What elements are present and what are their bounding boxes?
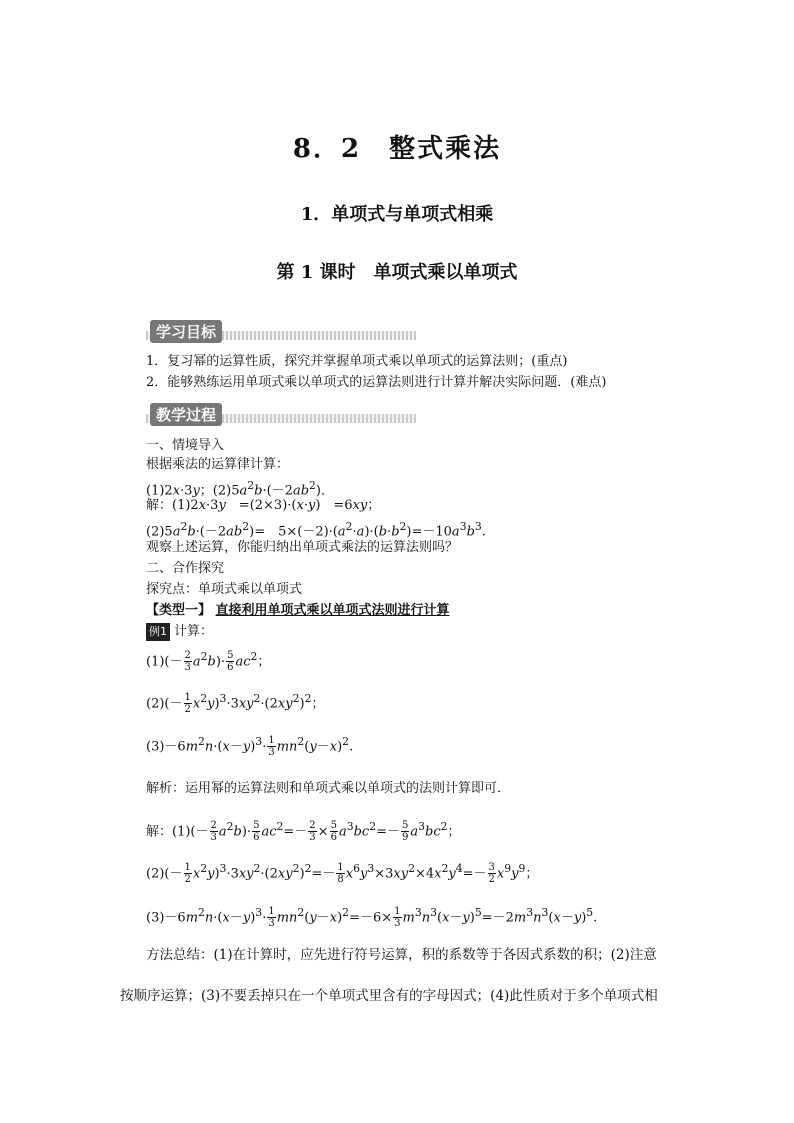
section-header-goals [146, 320, 416, 342]
goal-item: 2．能够熟练运用单项式乘以单项式的运算法则进行计算并解决实际问题．(难点) [146, 375, 607, 390]
page-title: 8．2 整式乘法 [292, 134, 502, 164]
method-summary-line-2: 按顺序运算；(3)不要丢掉只在一个单项式里含有的字母因式；(4)此性质对于多个单项式相 [120, 988, 658, 1004]
explore-point: 探究点：单项式乘以单项式 [146, 582, 303, 597]
example-tag: 例1 [146, 623, 170, 641]
question-text: 观察上述运算，你能归纳出单项式乘法的运算法则吗？ [146, 540, 459, 555]
type-title: 直接利用单项式乘以单项式法则进行计算 [215, 603, 450, 618]
formula-line: (1)2x·3y；$(2)5a^2b\cdot(-2ab^2)$． [146, 479, 334, 499]
intro-text: 根据乘法的运算律计算： [146, 457, 290, 472]
example-line [146, 623, 213, 641]
part-heading: 二、合作探究 [146, 561, 225, 576]
section-label: 学习目标 [150, 320, 222, 343]
problem-1: (1)(－ $\frac{2}{3}$ $a^2b)\cdot$ $\frac{5}{6}$ $ac^2$； [146, 650, 271, 674]
type-label: 【类型一】 [146, 603, 212, 618]
type-line [146, 602, 450, 620]
problem-3: $(3)-6m^2n\cdot(x-y)^3\cdot$ $\frac{1}{3}$ $mn^2(y-x)^2$. [146, 735, 354, 759]
formula-line: $(2)5a^2b\cdot(-2ab^2)=$ $5\times(-2)\cdot(a^2\cdot a)\cdot(b\cdot b^2)=-10a^3b^3$. [146, 520, 486, 540]
section-subtitle: 1．单项式与单项式相乘 [300, 204, 494, 225]
example-intro: 计算： [174, 624, 214, 639]
solution-2: (2)(－ $\frac{1}{2}$ $x^2y)^3\cdot 3xy^2\cdot(2xy^2)^2=-$ $\frac{1}{8}$ $x^6y^3\times 3xy^2\times 4x^2y^4=-$ $\frac{3}{2}$ $x^9y^9$； [146, 862, 539, 886]
lesson-title: 第 1 课时 单项式乘以单项式 [276, 262, 518, 283]
method-summary-line-1: 方法总结：(1)在计算时，应先进行符号运算，积的系数等于各因式系数的积；(2)注意 [146, 947, 657, 963]
goal-item: 1．复习幂的运算性质，探究并掌握单项式乘以单项式的运算法则；(重点) [146, 354, 568, 369]
problem-2: (2)(－ $\frac{1}{2}$ $x^2y)^3\cdot 3xy^2\cdot(2xy^2)^2$； [146, 692, 325, 716]
solution-1: 解：(1)(－ $\frac{2}{3}$ $a^2b)\cdot$ $\frac{5}{6}$ $ac^2=-$ $\frac{2}{3}$ × $\frac{5}{6}$ $a^3bc^2=-$ $\frac{5}{9}$ $a^3bc^2$； [146, 820, 461, 844]
formula-line: 解：(1)2x·3y =(2×3)·(x·y) =6xy； [146, 498, 381, 513]
analysis-text: 解析：运用幂的运算法则和单项式乘以单项式的法则计算即可． [146, 781, 511, 796]
section-header-process [146, 403, 416, 425]
solution-3: $(3)-6m^2n\cdot(x-y)^3\cdot$ $\frac{1}{3}$ $mn^2(y-x)^2=-6\times$ $\frac{1}{3}$ $m^3n^3(x-y)^5=-2m^3n^3(x-y)^5$. [146, 906, 598, 930]
section-label: 教学过程 [150, 403, 222, 426]
part-heading: 一、情境导入 [146, 438, 225, 453]
